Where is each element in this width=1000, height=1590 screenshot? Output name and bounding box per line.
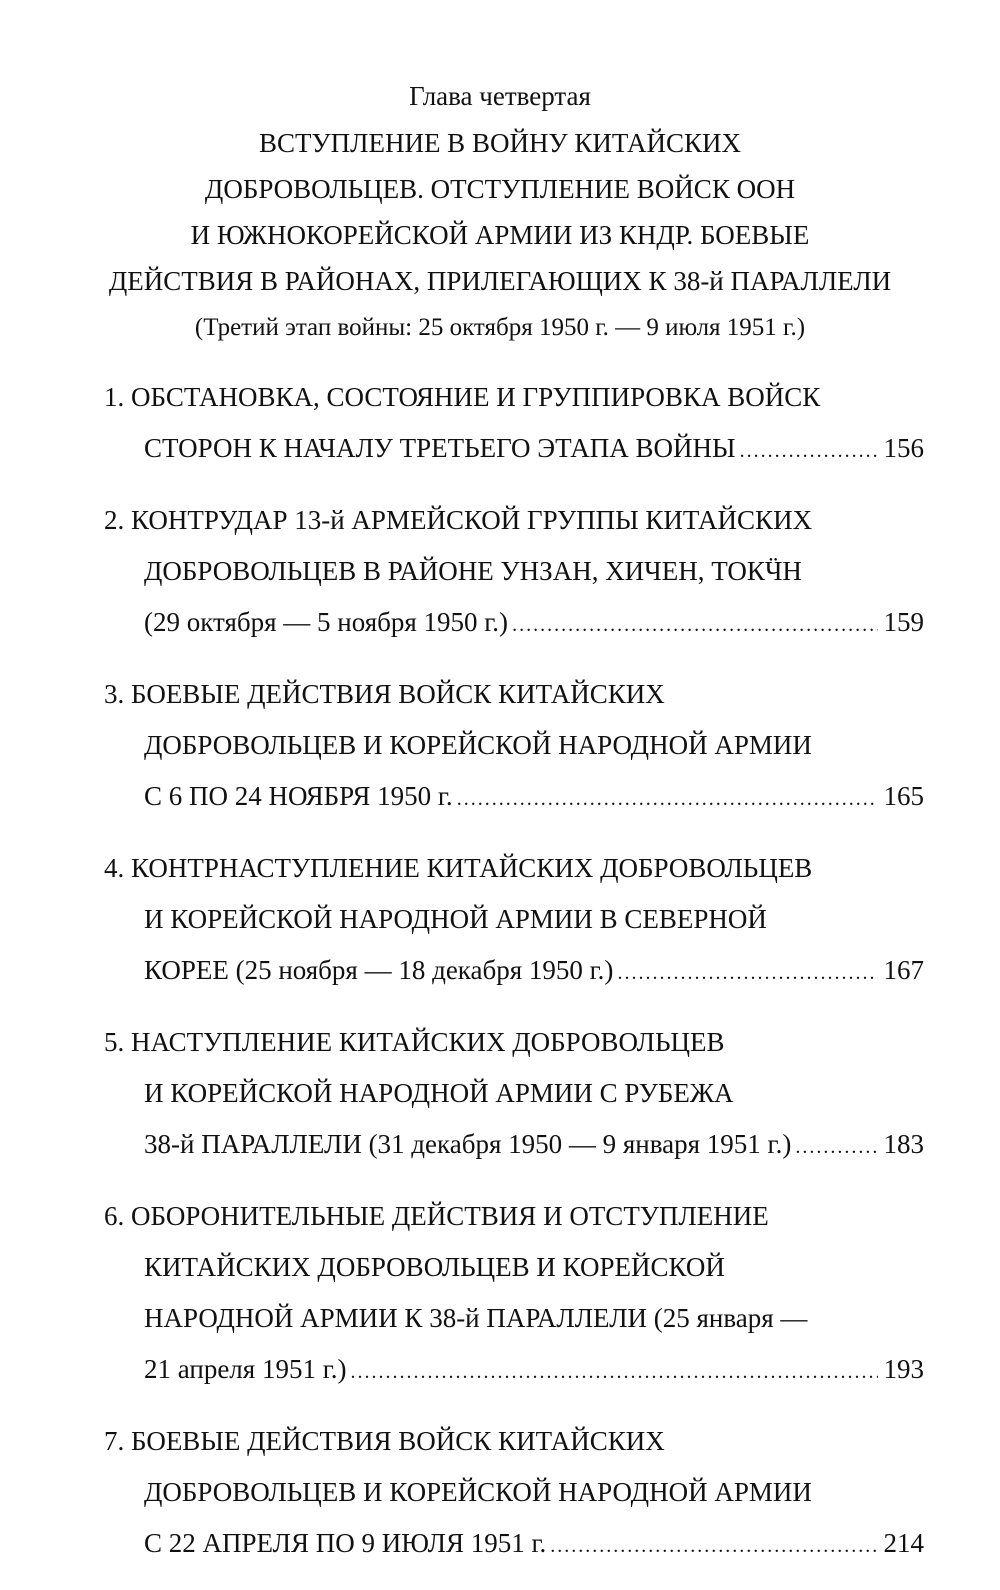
toc-entry-3[interactable]	[104, 669, 924, 825]
toc-entry-last-line	[104, 1119, 924, 1173]
toc-entry-line: 1. ОБСТАНОВКА, СОСТОЯНИЕ И ГРУППИРОВКА ВОЙСК	[104, 382, 821, 412]
dot-leader	[795, 1122, 877, 1173]
toc-entry-line: ДОБРОВОЛЬЦЕВ В РАЙОНЕ УНЗАН, ХИЧЕН, ТОКӴН	[144, 556, 802, 586]
toc-entry-6[interactable]	[104, 1191, 924, 1398]
toc-entry-line: (29 октября — 5 ноября 1950 г.)	[144, 607, 509, 637]
dot-leader	[350, 1347, 877, 1398]
toc-entry-line: ДОБРОВОЛЬЦЕВ И КОРЕЙСКОЙ НАРОДНОЙ АРМИИ	[144, 730, 812, 760]
toc-entry-line: 6. ОБОРОНИТЕЛЬНЫЕ ДЕЙСТВИЯ И ОТСТУПЛЕНИЕ	[104, 1201, 769, 1231]
toc-entry-last-line	[104, 423, 924, 477]
toc-entry-1[interactable]	[104, 372, 924, 477]
toc-page-number: 183	[883, 1129, 924, 1159]
table-of-contents	[104, 372, 924, 1590]
toc-entry-line: КИТАЙСКИХ ДОБРОВОЛЬЦЕВ И КОРЕЙСКОЙ	[144, 1252, 725, 1282]
toc-entry-5[interactable]	[104, 1017, 924, 1173]
toc-page-number: 156	[883, 433, 924, 463]
toc-entry-last-line	[104, 945, 924, 999]
dot-leader	[617, 948, 877, 999]
toc-page-number: 193	[883, 1354, 924, 1384]
chapter-period: (Третий этап войны: 25 октября 1950 г. — 9 июля 1951 г.)	[194, 314, 806, 341]
toc-entry-line: НАРОДНОЙ АРМИИ К 38-й ПАРАЛЛЕЛИ (25 января —	[144, 1303, 808, 1333]
toc-entry-last-line	[104, 1518, 924, 1572]
toc-entry-line: 21 апреля 1951 г.)	[144, 1354, 347, 1384]
toc-entry-4[interactable]	[104, 843, 924, 999]
toc-entry-last-line	[104, 1344, 924, 1398]
chapter-heading	[0, 76, 1000, 348]
toc-entry-line: С 6 ПО 24 НОЯБРЯ 1950 г.	[144, 781, 453, 811]
toc-entry-line: 4. КОНТРНАСТУПЛЕНИЕ КИТАЙСКИХ ДОБРОВОЛЬЦЕВ	[104, 853, 813, 883]
toc-page-number: 165	[883, 781, 924, 811]
toc-entry-line: СТОРОН К НАЧАЛУ ТРЕТЬЕГО ЭТАПА ВОЙНЫ	[144, 433, 736, 463]
toc-entry-line: 3. БОЕВЫЕ ДЕЙСТВИЯ ВОЙСК КИТАЙСКИХ	[104, 679, 665, 709]
toc-entry-7[interactable]	[104, 1416, 924, 1572]
toc-entry-line: И КОРЕЙСКОЙ НАРОДНОЙ АРМИИ В СЕВЕРНОЙ	[144, 904, 767, 934]
toc-entry-line: 2. КОНТРУДАР 13-й АРМЕЙСКОЙ ГРУППЫ КИТАЙСКИХ	[104, 505, 813, 535]
dot-leader	[550, 1521, 877, 1572]
toc-entry-line: КОРЕЕ (25 ноября — 18 декабря 1950 г.)	[144, 955, 614, 985]
dot-leader	[740, 426, 878, 477]
toc-page-number: 214	[883, 1528, 924, 1558]
toc-entry-line: ДОБРОВОЛЬЦЕВ И КОРЕЙСКОЙ НАРОДНОЙ АРМИИ	[144, 1477, 812, 1507]
toc-entry-last-line	[104, 597, 924, 651]
chapter-label: Глава четвертая	[409, 81, 591, 111]
toc-entry-2[interactable]	[104, 495, 924, 651]
toc-page-number: 159	[883, 607, 924, 637]
dot-leader	[457, 774, 878, 825]
toc-entry-line: 7. БОЕВЫЕ ДЕЙСТВИЯ ВОЙСК КИТАЙСКИХ	[104, 1426, 665, 1456]
toc-entry-last-line	[104, 771, 924, 825]
toc-entry-line: 38-й ПАРАЛЛЕЛИ (31 декабря 1950 — 9 января 1951 г.)	[144, 1129, 792, 1159]
chapter-title-line: ДЕЙСТВИЯ В РАЙОНАХ, ПРИЛЕГАЮЩИХ К 38-й ПАРАЛЛЕЛИ	[108, 266, 892, 296]
chapter-title-line: ВСТУПЛЕНИЕ В ВОЙНУ КИТАЙСКИХ	[259, 128, 741, 158]
chapter-title	[0, 120, 1000, 304]
toc-page-number: 167	[883, 955, 924, 985]
toc-entry-line: С 22 АПРЕЛЯ ПО 9 ИЮЛЯ 1951 г.	[144, 1528, 547, 1558]
toc-entry-line: 5. НАСТУПЛЕНИЕ КИТАЙСКИХ ДОБРОВОЛЬЦЕВ	[104, 1027, 725, 1057]
dot-leader	[512, 600, 877, 651]
chapter-title-line: И ЮЖНОКОРЕЙСКОЙ АРМИИ ИЗ КНДР. БОЕВЫЕ	[190, 220, 810, 250]
toc-entry-line: И КОРЕЙСКОЙ НАРОДНОЙ АРМИИ С РУБЕЖА	[144, 1078, 734, 1108]
chapter-title-line: ДОБРОВОЛЬЦЕВ. ОТСТУПЛЕНИЕ ВОЙСК ООН	[204, 174, 796, 204]
